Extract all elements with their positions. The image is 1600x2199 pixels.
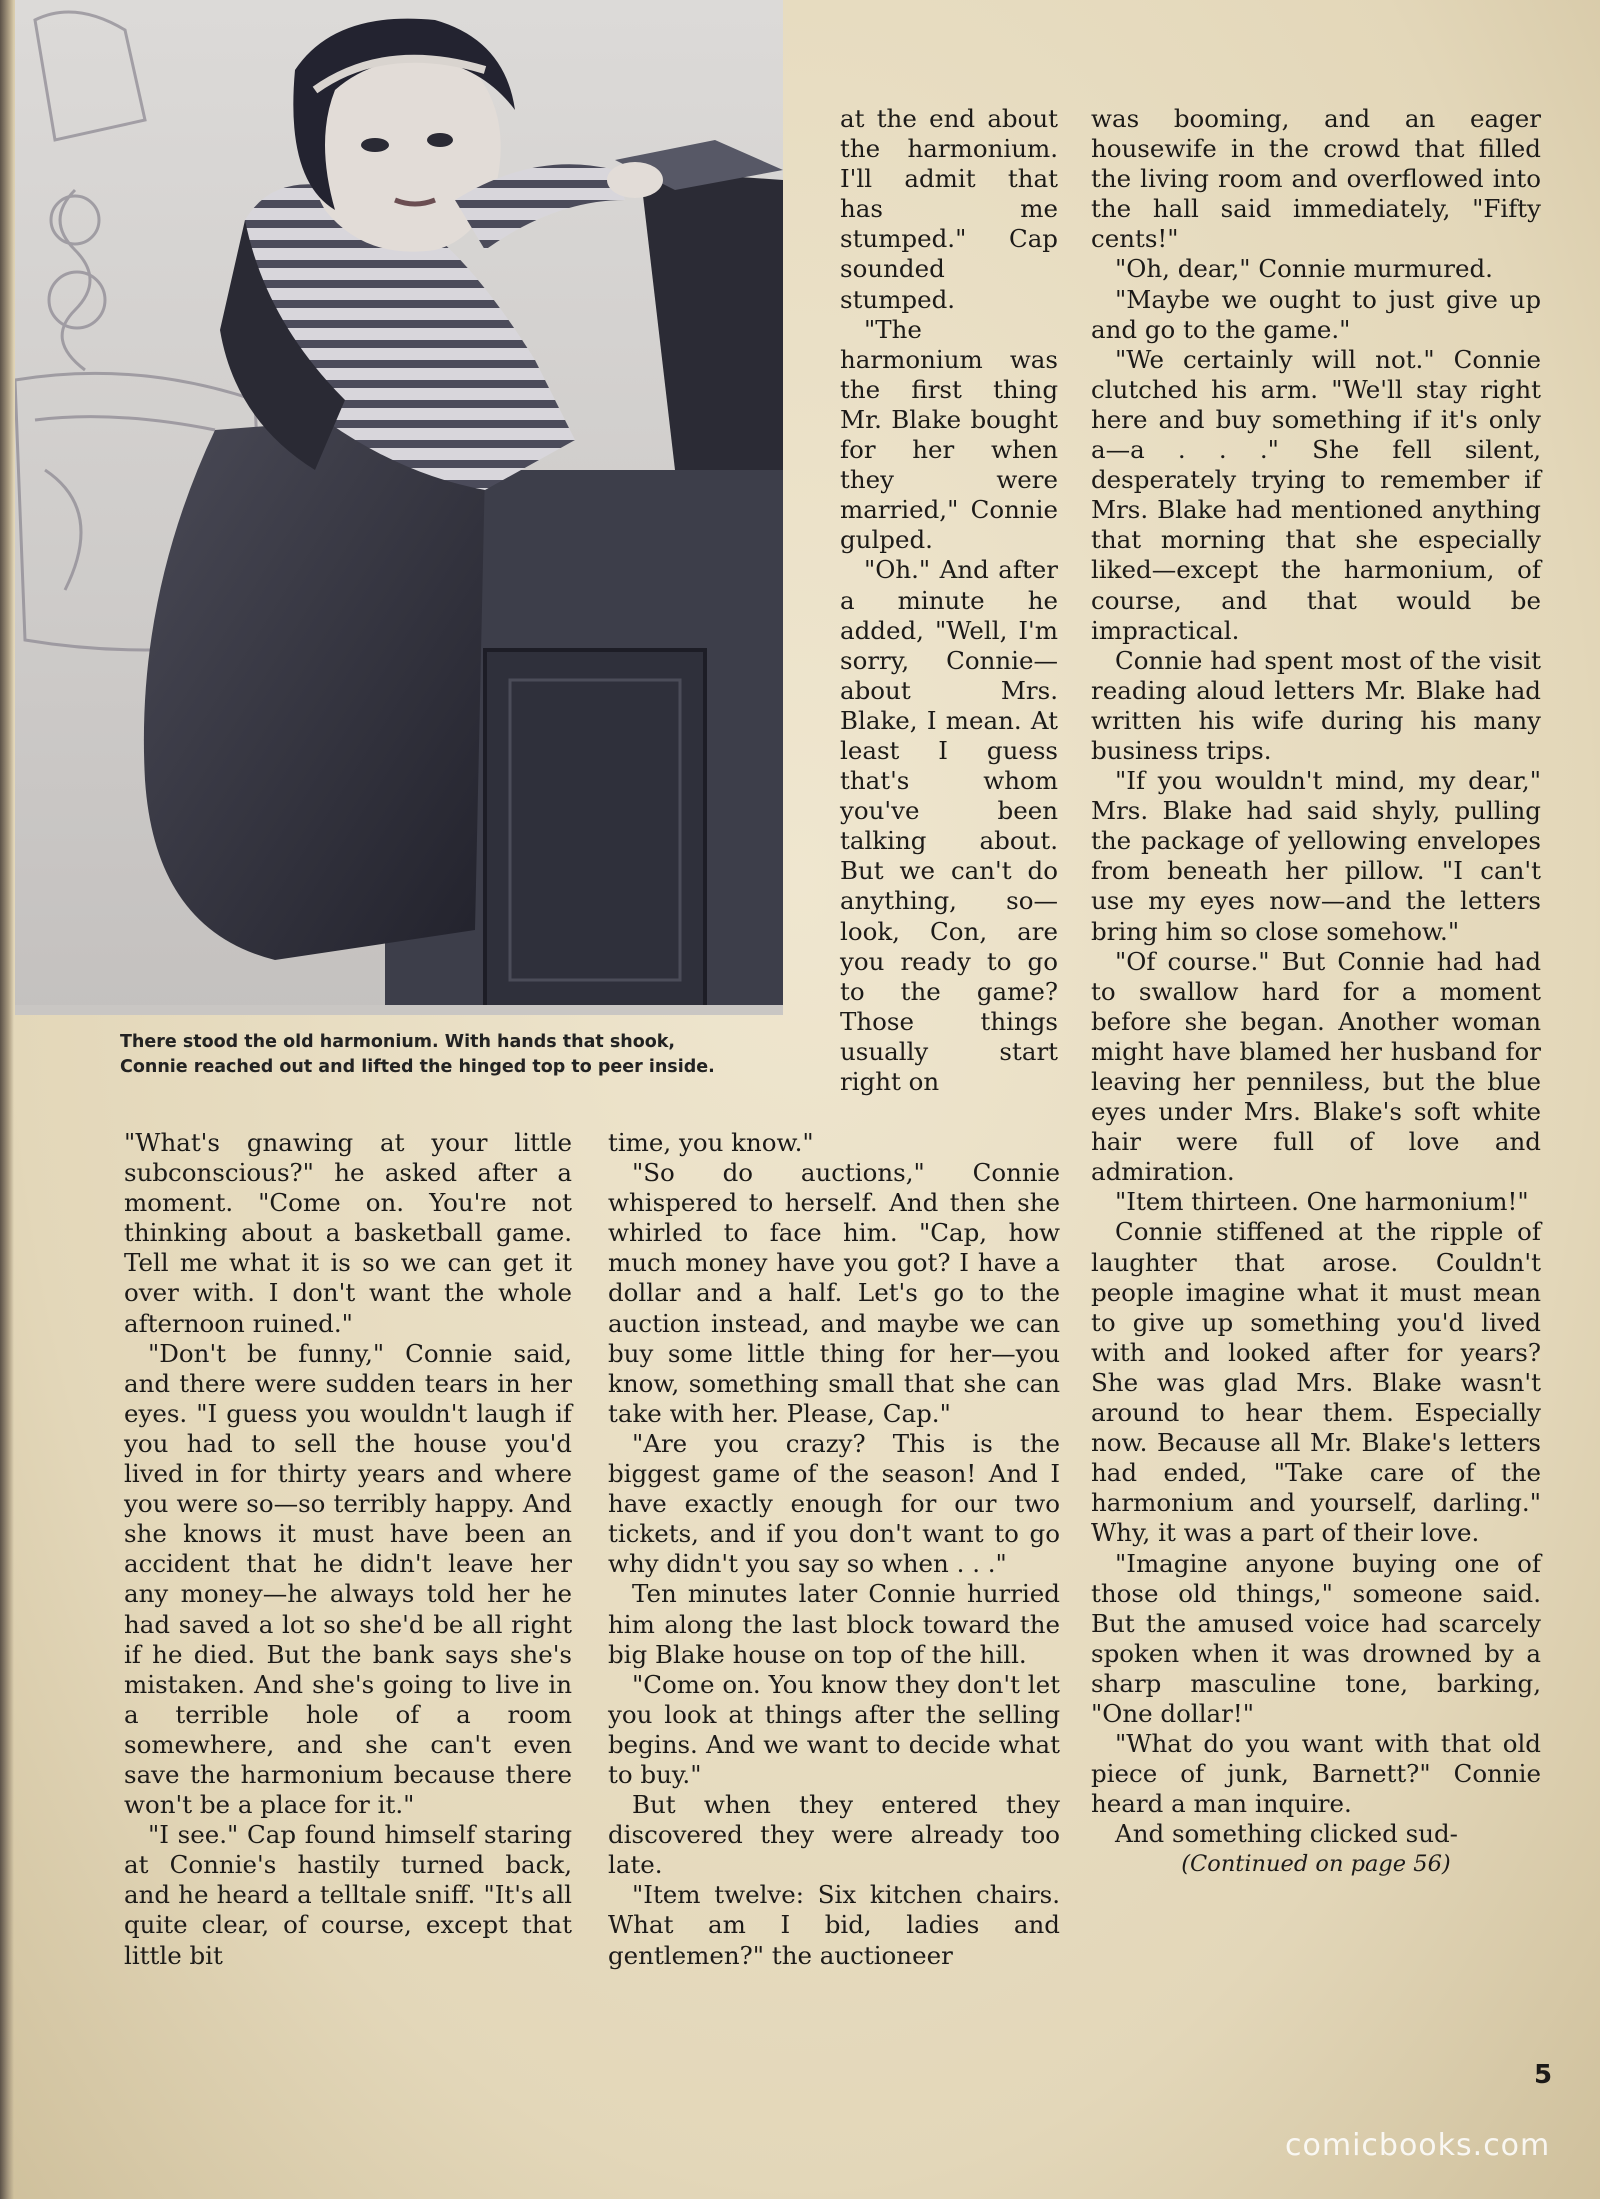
paragraph: "Are you crazy? This is the biggest game of the season! And I have exactly enough for our two tickets, and if you don't want to go why didn't you say so when . . ." xyxy=(608,1428,1060,1579)
paragraph: was booming, and an eager housewife in the crowd that filled the living room and overflowed into the hall said immediately, "Fifty cents!" xyxy=(1091,104,1541,254)
caption-line-2: Connie reached out and lifted the hinged top to peer inside. xyxy=(120,1057,715,1077)
caption-line-1: There stood the old harmonium. With hands that shook, xyxy=(120,1032,676,1052)
paragraph: "Item thirteen. One harmonium!" xyxy=(1115,1187,1529,1217)
paragraph: time, you know." xyxy=(608,1128,814,1157)
paragraph: "So do auctions," Connie whispered to herself. And then she whirled to face him. "Cap, how much money have you got? I have a dollar and a half. Let's go to the auction instead, and maybe we can buy some little thing for her—you know, something small that she can take with her. Please, Cap." xyxy=(608,1158,1060,1428)
page-edge-shadow xyxy=(0,0,14,2199)
paragraph: And something clicked sud- xyxy=(1115,1819,1458,1849)
paragraph: "Item twelve: Six kitchen chairs. What am I bid, ladies and gentlemen?" the auctioneer xyxy=(608,1880,1060,1970)
story-column-top xyxy=(840,104,1058,1097)
story-column-middle xyxy=(608,1128,1060,1971)
continued-note: (Continued on page 56) xyxy=(1181,1851,1451,1878)
paragraph: "Come on. You know they don't let you look at things after the selling begins. And we want to decide what to buy." xyxy=(608,1669,1060,1789)
watermark: comicbooks.com xyxy=(1285,2128,1551,2163)
paragraph: But when they entered they discovered they were already too late. xyxy=(608,1790,1060,1880)
paragraph: "What's gnawing at your little subconscious?" he asked after a moment. "Come on. You're not thinking about a basketball game. Tell me what it is so we can get it over with. I don't want the whole afternoon ruined." xyxy=(124,1128,572,1338)
paragraph: at the end about the harmonium. I'll admit that has me stumped." Cap sounded stumped. xyxy=(840,104,1058,314)
paragraph: "I see." Cap found himself staring at Connie's hastily turned back, and he heard a telltale sniff. "It's all quite clear, of course, except that little bit xyxy=(124,1820,572,1970)
paragraph: "Of course." But Connie had had to swallow hard for a moment before she began. Another woman might have blamed her husband for leaving her penniless, but the blue eyes under Mrs. Blake's soft white hair were full of love and admiration. xyxy=(1091,946,1541,1187)
paragraph: "What do you want with that old piece of junk, Barnett?" Connie heard a man inquire. xyxy=(1091,1729,1541,1819)
page-number: 5 xyxy=(1534,2060,1553,2090)
paragraph: "Oh." And after a minute he added, "Well, I'm sorry, Connie—about Mrs. Blake, I mean. At least I guess that's whom you've been talking about. But we can't do anything, so—look, Con, are you ready to go to the game? Those things usually start right on xyxy=(840,555,1058,1096)
paragraph: "Imagine anyone buying one of those old things," someone said. But the amused voice had scarcely spoken when it was drowned by a sharp masculine tone, barking, "One dollar!" xyxy=(1091,1548,1541,1728)
paragraph: "Don't be funny," Connie said, and there were sudden tears in her eyes. "I guess you wouldn't laugh if you had to sell the house you'd lived in for thirty years and where you were so—so terribly happy. And she knows it must have been an accident that he didn't leave her any money—he always told her he had saved a lot so she'd be all right if he died. But the bank says she's mistaken. And she's going to live in a terrible hole of a room somewhere, and she can't even save the harmonium because there won't be a place for it." xyxy=(124,1338,572,1820)
paragraph: "Maybe we ought to just give up and go to the game." xyxy=(1091,284,1541,344)
story-column-right xyxy=(1091,104,1541,1880)
paragraph: Connie had spent most of the visit reading aloud letters Mr. Blake had written his wife during his many business trips. xyxy=(1091,645,1541,765)
story-column-left xyxy=(124,1128,572,1971)
paragraph: Connie stiffened at the ripple of laughter that arose. Couldn't people imagine what it must mean to give up something you'd lived with and looked after for years? She was glad Mrs. Blake wasn't around to hear them. Especially now. Because all Mr. Blake's letters had ended, "Take care of the harmonium and yourself, darling." Why, it was a part of their love. xyxy=(1091,1217,1541,1548)
paragraph: "We certainly will not." Connie clutched his arm. "We'll stay right here and buy something if it's only a—a . . ." She fell silent, desperately trying to remember if Mrs. Blake had mentioned anything that morning that she especially liked—except the harmonium, of course, and that would be impractical. xyxy=(1091,344,1541,645)
illustration-caption xyxy=(120,1030,780,1080)
paragraph: "The harmonium was the first thing Mr. Blake bought for her when they were married," Connie gulped. xyxy=(840,314,1058,555)
paragraph: "If you wouldn't mind, my dear," Mrs. Blake had said shyly, pulling the package of yellowing envelopes from beneath her pillow. "I can't use my eyes now—and the letters bring him so close somehow." xyxy=(1091,766,1541,946)
story-illustration xyxy=(15,0,783,1015)
paragraph: Ten minutes later Connie hurried him along the last block toward the big Blake house on top of the hill. xyxy=(608,1579,1060,1669)
paragraph: "Oh, dear," Connie murmured. xyxy=(1115,254,1493,284)
girl-at-harmonium-illustration xyxy=(15,0,783,1015)
